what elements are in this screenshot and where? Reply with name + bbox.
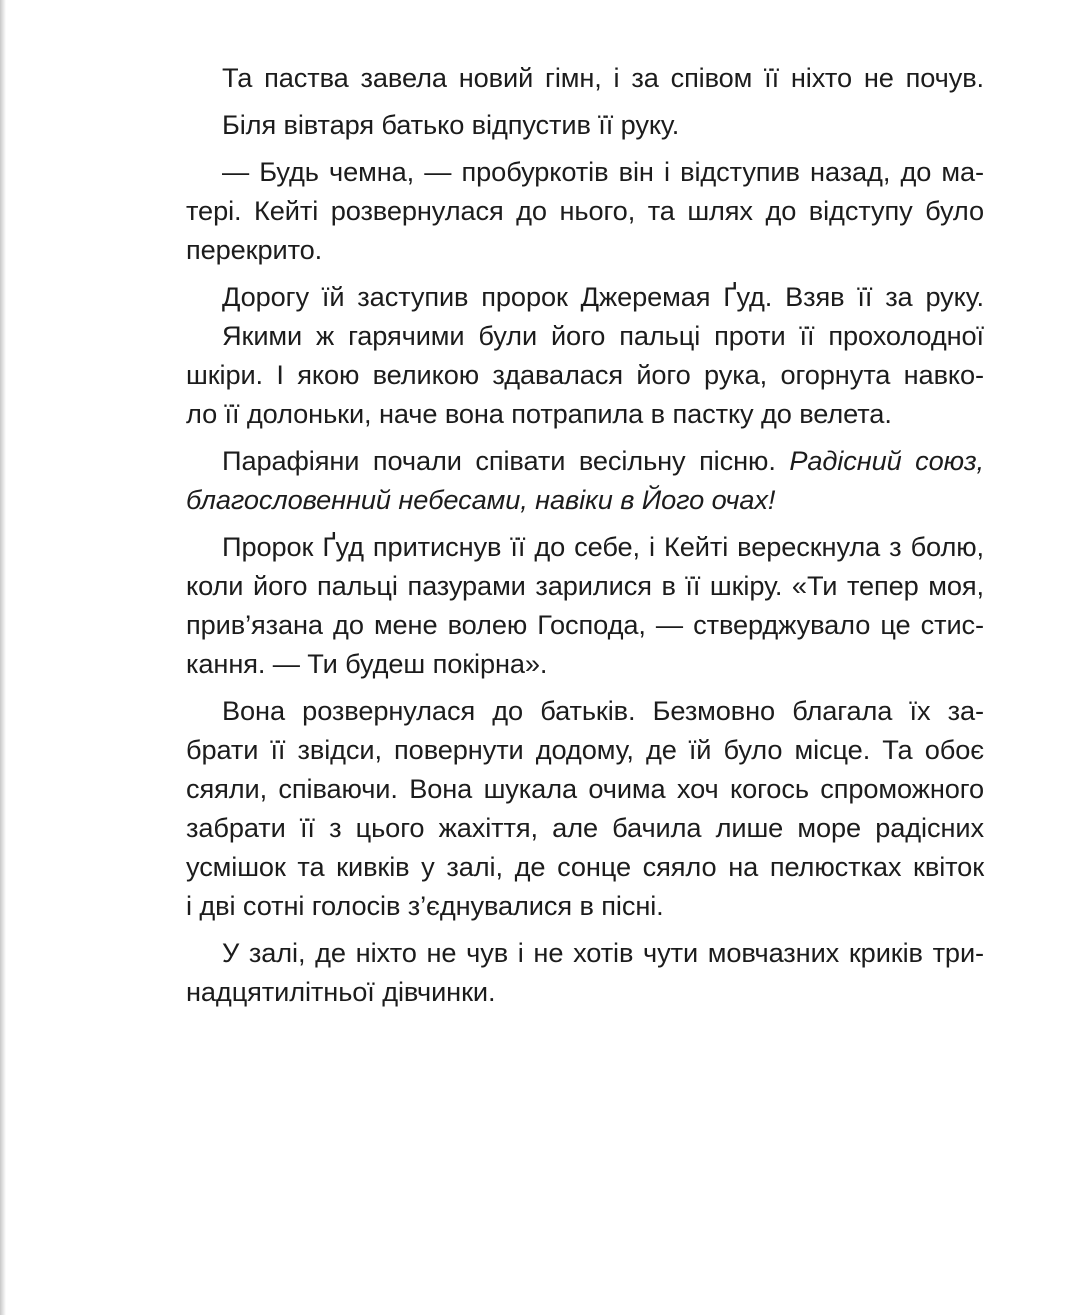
line-text: тері. Кейті розвернулася до нього, та шлях до відступу було: [186, 195, 984, 226]
text-line: [186, 566, 984, 605]
paragraph: [186, 152, 984, 269]
text-line: [186, 605, 984, 644]
text-line: [186, 644, 984, 683]
line-text: благословенний небесами, навіки в Його очах!: [186, 484, 776, 515]
text-line: [186, 316, 984, 355]
paragraph: [186, 58, 984, 97]
line-text: Біля вівтаря батько відпустив її руку.: [222, 109, 680, 140]
text-line: [186, 105, 984, 144]
line-text: Якими ж гарячими були його пальці проти її прохолодної: [222, 320, 984, 351]
line-text: — Будь чемна, — пробуркотів він і відступив назад, до ма-: [222, 156, 984, 187]
line-text: коли його пальці пазурами зарилися в її шкіру. «Ти тепер моя,: [186, 570, 984, 601]
text-line: [186, 933, 984, 972]
line-text: ло її долоньки, наче вона потрапила в пастку до велета.: [186, 398, 892, 429]
text-line: [186, 808, 984, 847]
page-edge-shadow: [0, 0, 6, 1315]
line-text: Вона розвернулася до батьків. Безмовно благала їх за-: [222, 695, 984, 726]
line-text: шкіри. І якою великою здавалася його рука, огорнута навко-: [186, 359, 984, 390]
text-line: [186, 230, 984, 269]
line-text: У залі, де ніхто не чув і не хотів чути мовчазних криків три-: [222, 937, 984, 968]
text-line: [186, 691, 984, 730]
text-line: [186, 972, 984, 1011]
line-text: забрати її з цього жахіття, але бачила лише море радісних: [186, 812, 984, 843]
line-text: прив’язана до мене волею Господа, — стверджувало це стис-: [186, 609, 984, 640]
paragraph-spacer: [186, 144, 984, 152]
text-line: [186, 355, 984, 394]
text-line: [186, 277, 984, 316]
line-text: усмішок та кивків у залі, де сонце сяяло на пелюстках квіток: [186, 851, 984, 882]
line-text: сяяли, співаючи. Вона шукала очима хоч когось спроможного: [186, 773, 984, 804]
line-text: перекрито.: [186, 234, 323, 265]
paragraph-spacer: [186, 433, 984, 441]
text-line: [186, 769, 984, 808]
text-line: [186, 191, 984, 230]
line-text: Пророк Ґуд притиснув її до себе, і Кейті верескнула з болю,: [222, 531, 984, 562]
paragraph-spacer: [186, 683, 984, 691]
text-line: [186, 394, 984, 433]
paragraph-spacer: [186, 925, 984, 933]
line-text: надцятилітньої дівчинки.: [186, 976, 496, 1007]
line-text: Та паства завела новий гімн, і за співом її ніхто не почув.: [222, 62, 984, 93]
line-text: і дві сотні голосів з’єднувалися в пісні.: [186, 890, 664, 921]
text-line: [186, 441, 984, 480]
paragraph: [186, 527, 984, 683]
line-text: Парафіяни почали співати весільну пісню.: [222, 445, 776, 476]
text-line: [186, 730, 984, 769]
text-line: [186, 480, 984, 519]
text-line: [186, 152, 984, 191]
paragraph: [186, 933, 984, 1011]
line-text: брати її звідси, повернути додому, де їй було місце. Та обоє: [186, 734, 984, 765]
paragraph-spacer: [186, 269, 984, 277]
line-text: Дорогу їй заступив пророк Джеремая Ґуд. Взяв її за руку.: [222, 281, 984, 312]
italic-text: Радісний союз,: [789, 445, 984, 476]
paragraph-spacer: [186, 97, 984, 105]
paragraph: [186, 105, 984, 144]
paragraph-spacer: [186, 519, 984, 527]
paragraph: [186, 277, 984, 433]
text-line: [186, 886, 984, 925]
text-line: [186, 527, 984, 566]
paragraph-spacer: [186, 1011, 984, 1019]
line-text: кання. — Ти будеш покірна».: [186, 648, 548, 679]
paragraph: [186, 691, 984, 925]
paragraph: [186, 441, 984, 519]
body-text: [186, 58, 984, 1019]
text-line: [186, 847, 984, 886]
text-line: [186, 58, 984, 97]
